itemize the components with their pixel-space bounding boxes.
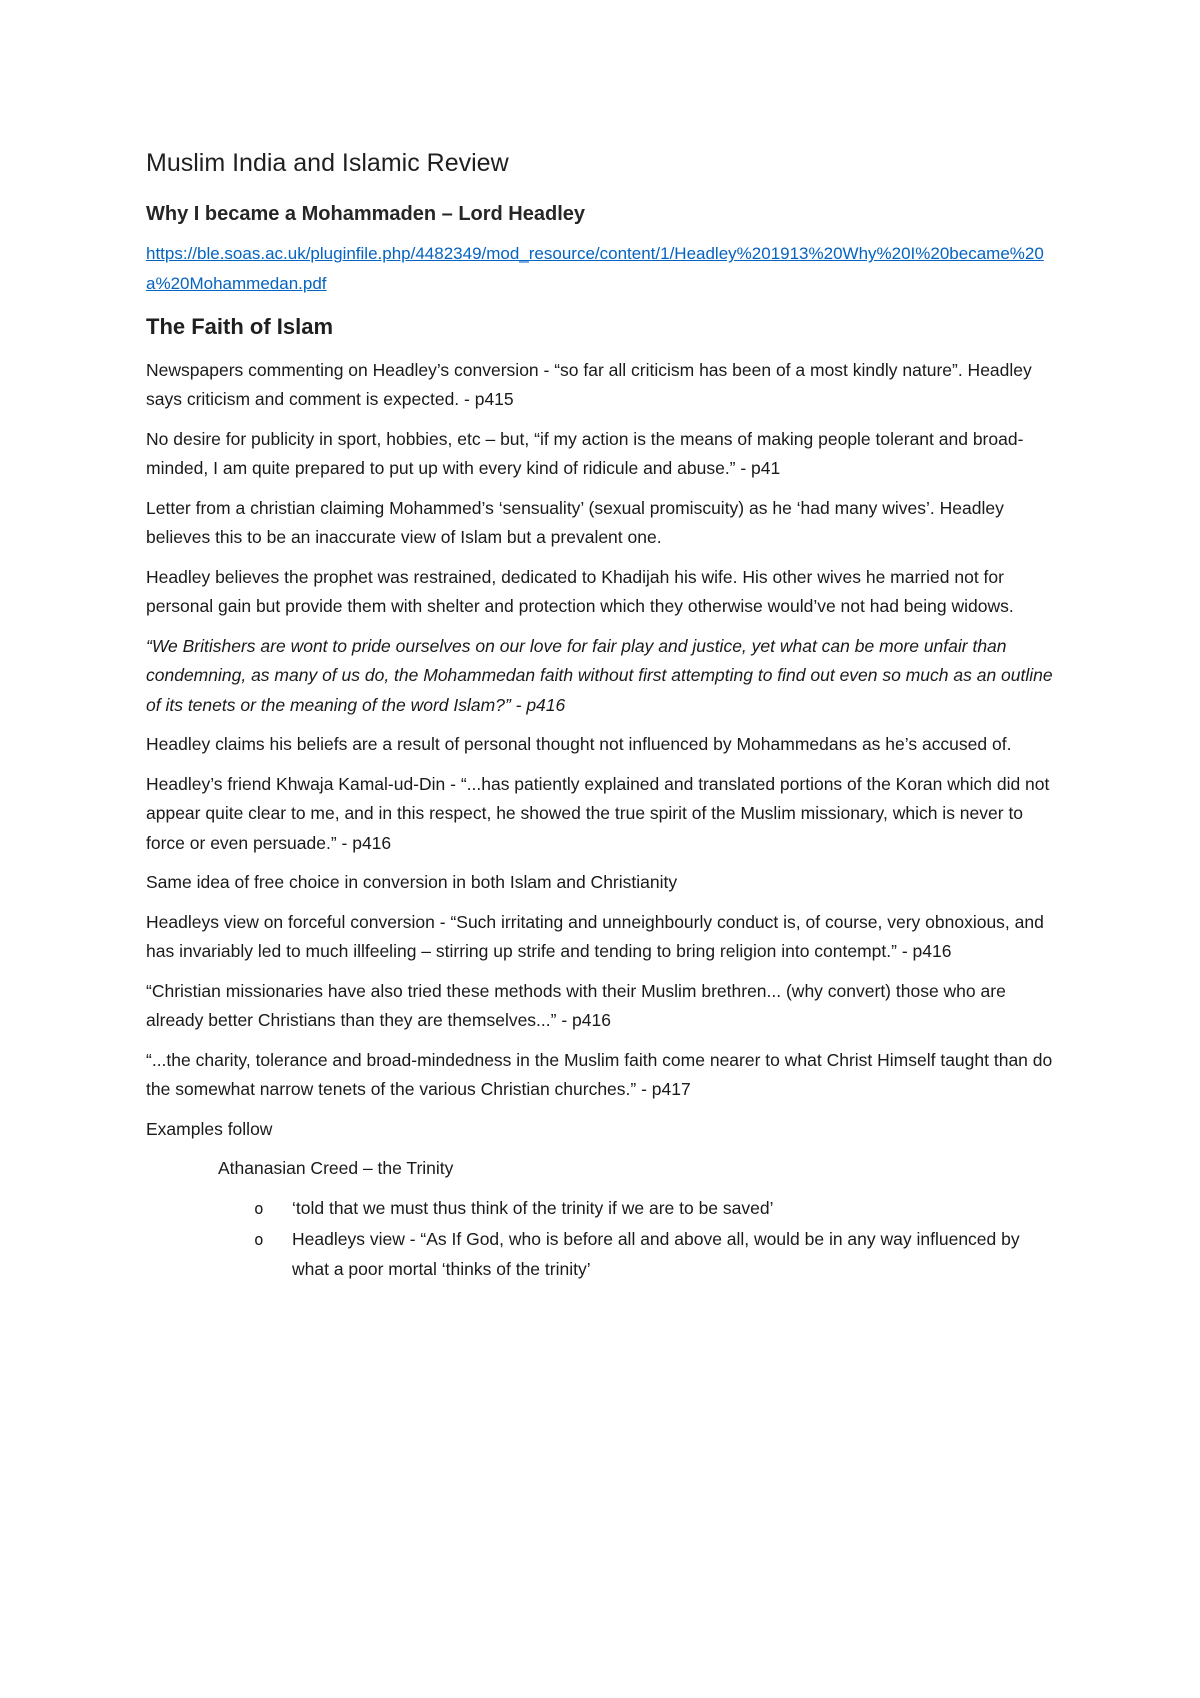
paragraph-prophet: Headley believes the prophet was restrained, dedicated to Khadijah his wife. His other wives he married not for personal gain but provide them with shelter and protection which they otherwise would’ve not had being widows. (146, 566, 1014, 617)
paragraph-friend: Headley’s friend Khwaja Kamal-ud-Din - “...has patiently explained and translated portions of the Koran which did not appear quite clear to me, and in this respect, he showed the true spirit of the Muslim missionary, which is never to force or even persuade.” - p416 (146, 773, 1050, 853)
paragraph-publicity: No desire for publicity in sport, hobbies, etc – but, “if my action is the means of making people tolerant and broad-minded, I am quite prepared to put up with every kind of ridicule and abuse.” - p41 (146, 428, 1024, 479)
paragraph-beliefs: Headley claims his beliefs are a result of personal thought not influenced by Mohammedans as he’s accused of. (146, 734, 1012, 755)
list-item-text: ‘told that we must thus think of the trinity if we are to be saved’ (292, 1197, 774, 1218)
circle-bullet-icon: o (254, 1230, 264, 1250)
document-title: Muslim India and Islamic Review (146, 149, 509, 177)
paragraph-missionaries: “Christian missionaries have also tried these methods with their Muslim brethren... (why convert) those who are already better Christians than they are themselves...” - p416 (146, 980, 1006, 1031)
paragraph-free-choice: Same idea of free choice in conversion in both Islam and Christianity (146, 872, 678, 893)
quote-britishers: “We Britishers are wont to pride ourselves on our love for fair play and justice, yet what can be more unfair than condemning, as many of us do, the Mohammedan faith without first attempting to find out even so much as an outline of its tenets or the meaning of the word Islam?” - p416 (146, 635, 1053, 715)
paragraph-forceful-conversion: Headleys view on forceful conversion - “Such irritating and unneighbourly conduct is, of course, very obnoxious, and has invariably led to much illfeeling – stirring up strife and tending to bring religion into contempt.” - p416 (146, 911, 1044, 962)
paragraph-letter: Letter from a christian claiming Mohammed’s ‘sensuality’ (sexual promiscuity) as he ‘had many wives’. Headley believes this to be an inaccurate view of Islam but a prevalent one. (146, 497, 1004, 548)
list-item (254, 1225, 1056, 1284)
section-heading: The Faith of Islam (146, 314, 334, 340)
source-link[interactable]: https://ble.soas.ac.uk/pluginfile.php/4482349/mod_resource/content/1/Headley%201913%20Why%20I%20became%20a%20Mohammedan.pdf (146, 244, 1044, 294)
athanasian-creed-heading: Athanasian Creed – the Trinity (218, 1158, 454, 1179)
article-subtitle: Why I became a Mohammaden – Lord Headley (146, 203, 586, 226)
bullet-list (146, 1194, 1056, 1285)
paragraph-examples: Examples follow (146, 1118, 273, 1139)
circle-bullet-icon: o (254, 1198, 264, 1218)
paragraph-newspapers: Newspapers commenting on Headley’s conversion - “so far all criticism has been of a most kindly nature”. Headley says criticism and comment is expected. - p415 (146, 359, 1032, 410)
list-item-text: Headleys view - “As If God, who is before all and above all, would be in any way influenced by what a poor mortal ‘thinks of the trinity’ (292, 1229, 1020, 1279)
list-item (254, 1194, 1056, 1224)
paragraph-charity: “...the charity, tolerance and broad-mindedness in the Muslim faith come nearer to what Christ Himself taught than do the somewhat narrow tenets of the various Christian churches.” - p417 (146, 1049, 1053, 1100)
document-page (146, 148, 1056, 1286)
